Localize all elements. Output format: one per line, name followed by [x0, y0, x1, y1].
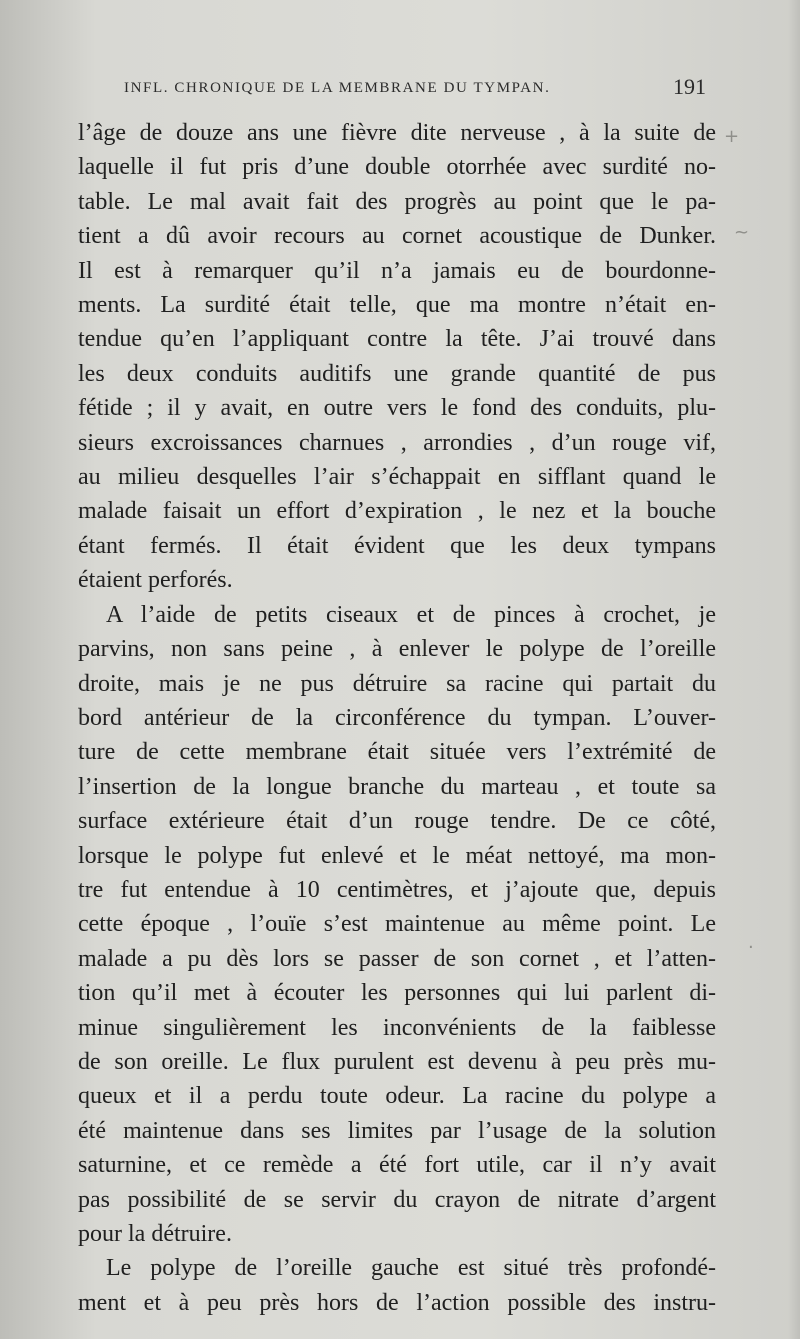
text-line: queux et il a perdu toute odeur. La racine du polype a — [78, 1083, 716, 1110]
text-line: tion qu’il met à écouter les personnes qui lui parlent di- — [78, 980, 716, 1007]
margin-mark: + — [724, 126, 740, 147]
text-line: l’insertion de la longue branche du marteau , et toute sa — [78, 773, 716, 800]
text-line: étant fermés. Il était évident que les deux tympans — [78, 532, 716, 559]
text-line: ture de cette membrane était située vers l’extrémité de — [78, 739, 716, 766]
running-title: INFL. CHRONIQUE DE LA MEMBRANE DU TYMPAN. — [124, 80, 551, 96]
text-line: ments. La surdité était telle, que ma montre n’était en- — [78, 292, 716, 319]
running-head — [124, 74, 714, 102]
text-line: tre fut entendue à 10 centimètres, et j’ajoute que, depuis — [78, 876, 716, 903]
text-line: parvins, non sans peine , à enlever le polype de l’oreille — [78, 636, 716, 663]
text-line: droite, mais je ne pus détruire sa racine qui partait du — [78, 670, 716, 697]
text-line: pour la détruire. — [78, 1221, 232, 1247]
text-line: ment et à peu près hors de l’action possible des instru- — [78, 1289, 716, 1316]
text-line: été maintenue dans ses limites par l’usage de la solution — [78, 1117, 716, 1144]
text-line: laquelle il fut pris d’une double otorrhée avec surdité no- — [78, 154, 716, 181]
paper-edge-shadow — [788, 0, 800, 1339]
text-line: lorsque le polype fut enlevé et le méat nettoyé, ma mon- — [78, 842, 716, 869]
text-line: étaient perforés. — [78, 567, 233, 594]
body-text — [78, 116, 716, 1320]
text-line: fétide ; il y avait, en outre vers le fond des conduits, plu- — [78, 395, 716, 422]
text-line: table. Le mal avait fait des progrès au point que le pa- — [78, 188, 716, 215]
text-line: de son oreille. Le flux purulent est devenu à peu près mu- — [78, 1048, 716, 1075]
text-line: sieurs excroissances charnues , arrondies , d’un rouge vif, — [78, 429, 716, 456]
text-line: cette époque , l’ouïe s’est maintenue au même point. Le — [78, 911, 716, 938]
text-line: au milieu desquelles l’air s’échappait en sifflant quand le — [78, 464, 716, 491]
text-line: bord antérieur de la circonférence du tympan. L’ouver- — [78, 704, 716, 731]
text-line: les deux conduits auditifs une grande quantité de pus — [78, 360, 716, 387]
text-line: minue singulièrement les inconvénients de la faiblesse — [78, 1014, 716, 1041]
text-line: saturnine, et ce remède a été fort utile, car il n’y avait — [78, 1152, 716, 1179]
text-line: tendue qu’en l’appliquant contre la tête. J’ai trouvé dans — [78, 326, 716, 353]
text-line: Il est à remarquer qu’il n’a jamais eu de bourdonne- — [78, 257, 716, 284]
text-line: tient a dû avoir recours au cornet acoustique de Dunker. — [78, 223, 716, 250]
paragraph-start-line: A l’aide de petits ciseaux et de pinces à crochet, je — [106, 601, 716, 628]
text-line: malade faisait un effort d’expiration , le nez et la bouche — [78, 498, 716, 525]
margin-mark: ~ — [734, 222, 750, 243]
paragraph-start-line: Le polype de l’oreille gauche est situé très profondé- — [106, 1255, 716, 1282]
page-number: 191 — [673, 74, 706, 99]
text-line: malade a pu dès lors se passer de son cornet , et l’atten- — [78, 945, 716, 972]
margin-mark: . — [748, 932, 754, 953]
text-line: pas possibilité de se servir du crayon de nitrate d’argent — [78, 1186, 716, 1213]
text-line: l’âge de douze ans une fièvre dite nerveuse , à la suite de — [78, 120, 716, 146]
text-line: surface extérieure était d’un rouge tendre. De ce côté, — [78, 808, 716, 835]
